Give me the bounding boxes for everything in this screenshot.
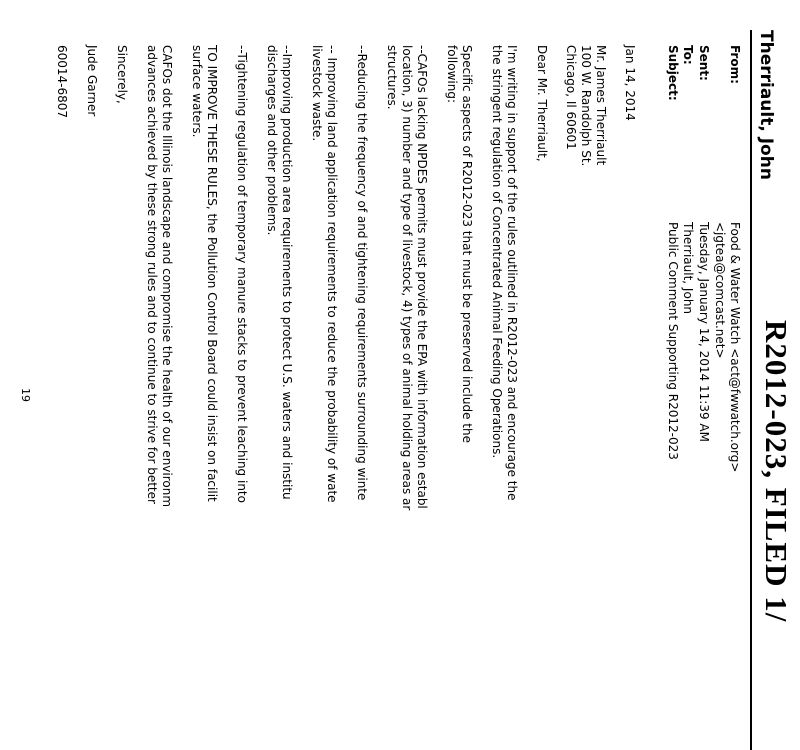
signer-name: Jude Garner — [85, 45, 99, 117]
point-npdes-line-1: --CAFOs lacking NPDES permits must provide the EPA with information establ — [415, 45, 429, 509]
recipient-street: 100 W. Randolph St. — [579, 45, 593, 167]
closing-paragraph-line-2: advances achieved by these strong rules and to continue to strive for better — [145, 45, 159, 504]
letter-date: Jan 14, 2014 — [623, 45, 637, 121]
subject-label: Subject: — [666, 45, 680, 101]
point-manure-stacks: --Tightening regulation of temporary manure stacks to prevent leaching into — [235, 45, 249, 503]
intro-paragraph-line-2: the stringent regulation of Concentrated Animal Feeding Operations. — [490, 45, 504, 459]
filing-stamp: R2012-023, FILED 1/ — [759, 320, 794, 623]
point-land-application-line-2: livestock waste. — [310, 45, 324, 142]
aspects-paragraph-line-1: Specific aspects of R2012-023 that must be preserved include the — [460, 45, 474, 444]
aspects-paragraph-line-2: following: — [445, 45, 459, 103]
subject-value: Public Comment Supporting R2012-023 — [666, 222, 680, 460]
recipient-name: Mr. James Therriault — [594, 45, 608, 166]
page-number: 19 — [19, 388, 32, 402]
point-land-application-line-1: -- Improving land application requirements to reduce the probability of wate — [325, 45, 339, 503]
sign-off: Sincerely, — [115, 45, 129, 104]
point-production-area-line-1: --Improving production area requirements to protect U.S. waters and institu — [280, 45, 294, 500]
sent-value: Tuesday, January 14, 2014 11:39 AM — [697, 222, 711, 442]
point-winter-spreading: --Reducing the frequency of and tightening requirements surrounding winte — [355, 45, 369, 501]
sender-name-heading: Therriault, John — [756, 30, 776, 180]
intro-paragraph-line-1: I'm writing in support of the rules outlined in R2012-023 and encourage the — [505, 45, 519, 501]
to-value: Therriault, John — [681, 222, 695, 315]
point-npdes-line-2: location, 3) number and type of livestock, 4) types of animal holding areas ar — [400, 45, 414, 511]
from-value-line-1: Food & Water Watch <act@fwwatch.org> — [728, 222, 742, 473]
improve-paragraph-line-2: surface waters. — [190, 45, 204, 138]
salutation: Dear Mr. Therriault, — [535, 45, 549, 162]
point-production-area-line-2: discharges and other problems. — [265, 45, 279, 236]
closing-paragraph-line-1: CAFOs dot the Illinois landscape and compromise the health of our environm — [160, 45, 174, 508]
sent-label: Sent: — [697, 45, 711, 81]
header-divider — [750, 30, 752, 750]
to-label: To: — [681, 45, 695, 65]
improve-paragraph-line-1: TO IMPROVE THESE RULES, the Pollution Control Board could insist on facilit — [205, 45, 219, 502]
from-label: From: — [728, 45, 742, 84]
point-npdes-line-3: structures. — [385, 45, 399, 110]
recipient-city: Chicago, Il 60601 — [564, 45, 578, 150]
from-value-line-2: <jgtea@comcast.net> — [713, 222, 727, 359]
signer-zip: 60014-6807 — [55, 45, 69, 119]
